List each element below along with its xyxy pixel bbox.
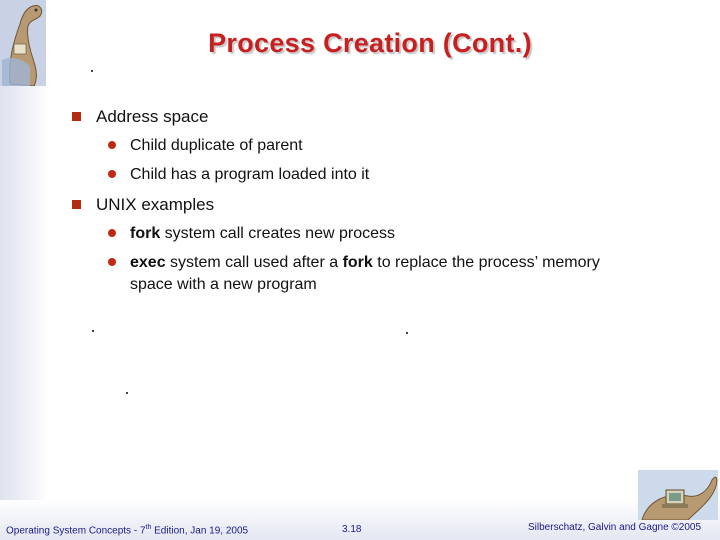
bullet-label: UNIX examples: [96, 195, 215, 214]
bullet-unix-examples: [72, 194, 214, 215]
sub-bullet-exec: [108, 252, 608, 296]
fork-keyword-inline: fork: [342, 254, 373, 271]
sub-bullet-text: Child has a program loaded into it: [130, 166, 370, 183]
sub-bullet-text: [130, 252, 608, 296]
square-bullet-icon: [72, 200, 81, 209]
fork-description: system call creates new process: [160, 225, 395, 242]
footer-left-sup: th: [145, 524, 152, 531]
exec-description-part1: system call used after a: [165, 254, 343, 271]
round-bullet-icon: [108, 258, 116, 266]
speck: [91, 70, 93, 72]
speck: [126, 392, 128, 394]
square-bullet-icon: [72, 112, 81, 121]
sub-bullet-fork: [108, 223, 395, 245]
footer-left-prefix: Operating System Concepts - 7: [6, 525, 146, 537]
exec-description-part2: to replace the process’ memory space with a new program: [130, 254, 600, 293]
slide-title: Process Creation (Cont.): [208, 28, 532, 58]
speck: [406, 332, 408, 334]
round-bullet-icon: [108, 229, 116, 237]
dinosaur-computer-logo-icon: [638, 470, 718, 520]
round-bullet-icon: [108, 141, 116, 149]
footer-book-info: [6, 524, 248, 536]
round-bullet-icon: [108, 170, 116, 178]
footer-authors: Silberschatz, Galvin and Gagne ©2005: [528, 522, 702, 533]
sub-bullet-text: Child duplicate of parent: [130, 137, 303, 154]
sub-bullet-child-program: [108, 164, 369, 186]
sub-bullet-child-duplicate: [108, 135, 303, 157]
dinosaur-logo-icon: [0, 0, 46, 86]
bullet-label: Address space: [96, 107, 209, 126]
sub-bullet-text: [130, 223, 395, 245]
footer-slide-number: 3.18: [342, 524, 362, 535]
footer-left-suffix: Edition, Jan 19, 2005: [151, 525, 249, 537]
fork-keyword: fork: [130, 225, 161, 242]
exec-keyword: exec: [130, 254, 166, 271]
speck: [92, 330, 94, 332]
bullet-address-space: [72, 106, 208, 127]
